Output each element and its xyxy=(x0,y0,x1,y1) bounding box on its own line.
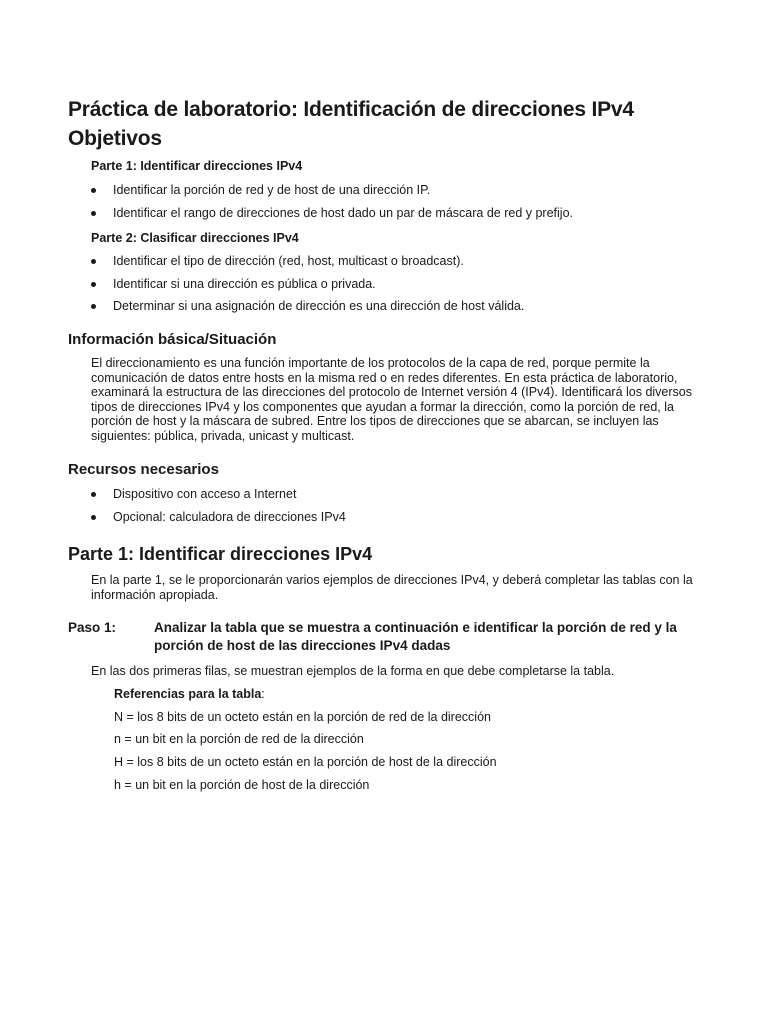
list-item xyxy=(91,298,524,321)
list-item-text: Opcional: calculadora de direcciones IPv4 xyxy=(113,509,346,524)
resources-list xyxy=(91,486,346,531)
table-references-label-text: Referencias para la tabla xyxy=(114,687,262,701)
title-line-1: Práctica de laboratorio: Identificación de direcciones IPv4 xyxy=(68,98,634,121)
step1-heading xyxy=(68,619,714,655)
objectives-part2-label: Parte 2: Clasificar direcciones IPv4 xyxy=(91,231,299,245)
reference-line: H = los 8 bits de un octeto están en la porción de host de la dirección xyxy=(114,755,497,769)
bullet-icon xyxy=(91,304,96,309)
list-item xyxy=(91,253,524,276)
list-item-text: Identificar el rango de direcciones de host dado un par de máscara de red y prefijo. xyxy=(113,205,573,220)
list-item xyxy=(91,486,346,509)
objectives-part1-label: Parte 1: Identificar direcciones IPv4 xyxy=(91,159,303,173)
step1-number: Paso 1: xyxy=(68,620,117,635)
bullet-icon xyxy=(91,188,96,193)
list-item xyxy=(91,205,573,228)
list-item xyxy=(91,276,524,299)
objectives-heading: Objetivos xyxy=(68,127,162,150)
part1-heading: Parte 1: Identificar direcciones IPv4 xyxy=(68,544,373,564)
list-item xyxy=(91,509,346,532)
list-item-text: Dispositivo con acceso a Internet xyxy=(113,487,297,501)
document-title xyxy=(68,96,634,153)
objectives-part2-list xyxy=(91,253,524,321)
list-item-text: Determinar si una asignación de dirección es una dirección de host válida. xyxy=(113,299,525,313)
reference-line: n = un bit en la porción de red de la dirección xyxy=(114,732,364,746)
list-item-text: Identificar la porción de red y de host de una dirección IP. xyxy=(113,183,431,197)
reference-line: N = los 8 bits de un octeto están en la porción de red de la dirección xyxy=(114,710,491,724)
background-paragraph: El direccionamiento es una función importante de los protocolos de la capa de red, porque permite la comunicación de datos entre hosts en la misma red o en redes diferentes. En esta práctica de laboratorio, examinará la estructura de las direcciones del protocolo de Internet versión 4 (IPv4). Identificará los diversos tipos de direcciones IPv4 y los componentes que ayudan a formar la dirección, como la porción de red, la porción de host y la máscara de subred. Entre los tipos de direcciones que se abarcan, se incluyen las siguientes: pública, privada, unicast y multicast. xyxy=(91,356,692,443)
table-references-label xyxy=(114,686,265,702)
bullet-icon xyxy=(91,259,96,264)
reference-line: h = un bit en la porción de host de la dirección xyxy=(114,778,370,792)
step1-intro-paragraph: En las dos primeras filas, se muestran ejemplos de la forma en que debe completarse la tabla. xyxy=(91,664,615,678)
resources-heading: Recursos necesarios xyxy=(68,461,219,478)
list-item-text: Identificar el tipo de dirección (red, host, multicast o broadcast). xyxy=(113,254,464,268)
list-item-text: Identificar si una dirección es pública o privada. xyxy=(113,276,376,291)
background-heading: Información básica/Situación xyxy=(68,331,277,348)
bullet-icon xyxy=(91,492,96,497)
bullet-icon xyxy=(91,282,96,287)
list-item xyxy=(91,182,573,205)
bullet-icon xyxy=(91,211,96,216)
step1-title: Analizar la tabla que se muestra a continuación e identificar la porción de red y la porción de host de las direcciones IPv4 dadas xyxy=(154,620,677,653)
part1-intro-paragraph: En la parte 1, se le proporcionarán varios ejemplos de direcciones IPv4, y deberá completar las tablas con la información apropiada. xyxy=(91,573,693,602)
bullet-icon xyxy=(91,515,96,520)
objectives-part1-list xyxy=(91,182,573,227)
table-references-colon: : xyxy=(261,687,265,701)
